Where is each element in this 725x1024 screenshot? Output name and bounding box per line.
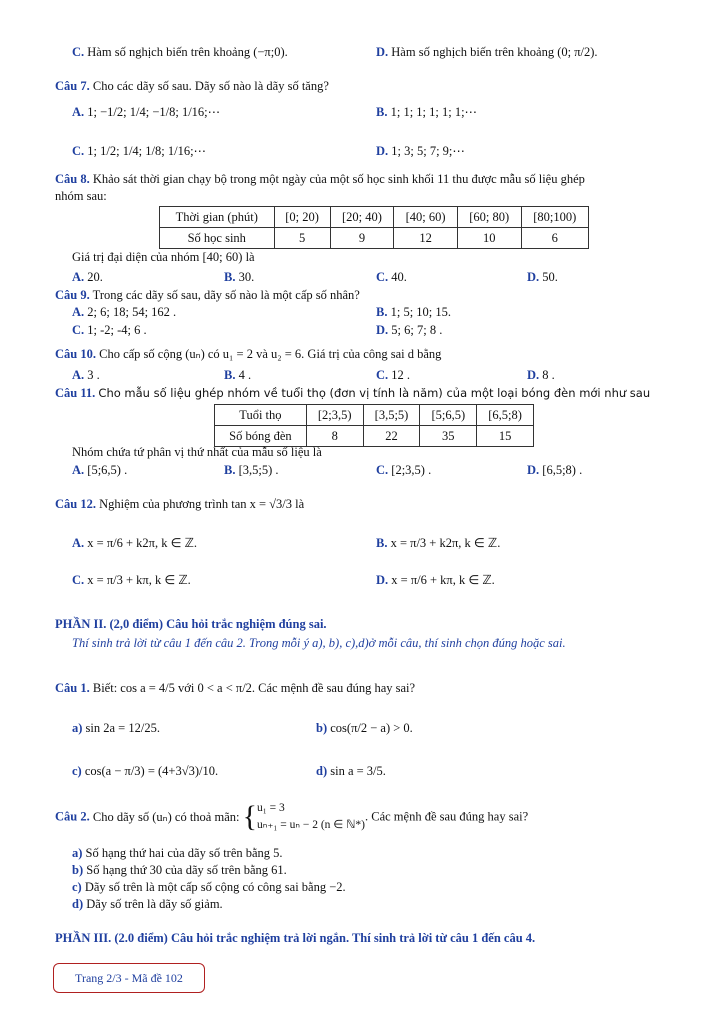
- q10-option-d: D. 8 .: [527, 368, 555, 382]
- table-row: [160, 207, 589, 228]
- p2q1-c: c) cos(a − π/3) = (4+3√3)/10.: [72, 764, 219, 778]
- q10-option-a: A. 3 .: [72, 368, 100, 382]
- part2-instructions: Thí sinh trả lời từ câu 1 đến câu 2. Trong mỗi ý a), b), c),d)ở mỗi câu, thí sinh chọn đúng hoặc sai.: [72, 636, 566, 650]
- q12-stem: Câu 12. Nghiệm của phương trình tan x = √3/3 là: [55, 497, 305, 511]
- table-row: [160, 228, 589, 249]
- table-cell: [40; 60): [394, 207, 458, 228]
- q8-question: Giá trị đại diện của nhóm [40; 60) là: [72, 250, 255, 264]
- brace: {: [242, 800, 258, 833]
- q6-option-c: C. Hàm số nghịch biến trên khoảng (−π;0).: [72, 45, 288, 59]
- table-cell: 35: [420, 426, 477, 447]
- p2q2-d: d) Dãy số trên là dãy số giảm.: [72, 897, 223, 911]
- table-cell: 8: [306, 426, 363, 447]
- q12-option-d: D. x = π/6 + kπ, k ∈ ℤ.: [376, 573, 495, 587]
- q7-option-d: D. 1; 3; 5; 7; 9;⋯: [376, 144, 465, 158]
- table-cell: 5: [274, 228, 330, 249]
- page-footer: Trang 2/3 - Mã đề 102: [53, 963, 205, 993]
- table-cell: 15: [477, 426, 534, 447]
- p2q1-d: d) sin a = 3/5.: [316, 764, 386, 778]
- p2q2-c: c) Dãy số trên là một cấp số cộng có công sai bằng −2.: [72, 880, 346, 894]
- q7-stem: Câu 7. Cho các dãy số sau. Dãy số nào là dãy số tăng?: [55, 79, 329, 93]
- part2-title: PHẦN II. (2,0 điểm) Câu hỏi trắc nghiệm đúng sai.: [55, 617, 327, 631]
- q8-stem: Câu 8. Khảo sát thời gian chạy bộ trong một ngày của một số học sinh khối 11 thu được mẫu số liệu ghép: [55, 172, 585, 186]
- p2q1-stem: Câu 1. Biết: cos a = 4/5 với 0 < a < π/2. Các mệnh đề sau đúng hay sai?: [55, 681, 416, 695]
- q11-option-c: C. [2;3,5) .: [376, 463, 432, 477]
- table-cell: [80;100): [521, 207, 588, 228]
- p2q2-stem: Câu 2. Cho dãy số (uₙ) có thoả mãn: { u₁ = 3 uₙ₊₁ = uₙ − 2 (n ∈ ℕ*) . Các mệnh đề sau đúng hay sai?: [55, 800, 529, 833]
- recurrence-system: u₁ = 3 uₙ₊₁ = uₙ − 2 (n ∈ ℕ*): [257, 802, 365, 831]
- p2q2-a: a) Số hạng thứ hai của dãy số trên bằng 5.: [72, 846, 283, 860]
- table-cell: 22: [363, 426, 420, 447]
- q10-option-c: C. 12 .: [376, 368, 411, 382]
- p2q1-a: a) sin 2a = 12/25.: [72, 721, 160, 735]
- q12-option-c: C. x = π/3 + kπ, k ∈ ℤ.: [72, 573, 191, 587]
- table-cell: 6: [521, 228, 588, 249]
- table-cell: [6,5;8): [477, 405, 534, 426]
- part3-title: PHẦN III. (2.0 điểm) Câu hỏi trắc nghiệm trả lời ngắn. Thí sinh trả lời từ câu 1 đến câu 4.: [55, 931, 536, 945]
- q10-option-b: B. 4 .: [224, 368, 252, 382]
- q8-option-b: B. 30.: [224, 270, 255, 284]
- table-cell: [5;6,5): [420, 405, 477, 426]
- table-row: [215, 426, 534, 447]
- q11-option-b: B. [3,5;5) .: [224, 463, 279, 477]
- q9-option-c: C. 1; -2; -4; 6 .: [72, 323, 147, 337]
- table-cell: [0; 20): [274, 207, 330, 228]
- q11-option-a: A. [5;6,5) .: [72, 463, 128, 477]
- q11-stem: Câu 11. Cho mẫu số liệu ghép nhóm về tuổi thọ (đơn vị tính là năm) của một loại bóng đèn mới như sau: [55, 386, 651, 400]
- q11-question: Nhóm chứa tứ phân vị thứ nhất của mẫu số liệu là: [72, 445, 322, 459]
- table-cell: 12: [394, 228, 458, 249]
- q8-option-c: C. 40.: [376, 270, 407, 284]
- q6-option-d: D. Hàm số nghịch biến trên khoảng (0; π/2).: [376, 45, 598, 59]
- table-cell: Số học sinh: [160, 228, 275, 249]
- table-cell: [3,5;5): [363, 405, 420, 426]
- q10-stem: Câu 10. Cho cấp số cộng (uₙ) có u₁ = 2 và u₂ = 6. Giá trị của công sai d bằng: [55, 347, 442, 361]
- q11-option-d: D. [6,5;8) .: [527, 463, 583, 477]
- q9-option-d: D. 5; 6; 7; 8 .: [376, 323, 443, 337]
- table-cell: [20; 40): [330, 207, 394, 228]
- q7-option-a: A. 1; −1/2; 1/4; −1/8; 1/16;⋯: [72, 105, 221, 119]
- q9-option-a: A. 2; 6; 18; 54; 162 .: [72, 305, 177, 319]
- table-cell: [60; 80): [457, 207, 521, 228]
- table-cell: Tuổi thọ: [215, 405, 307, 426]
- q9-option-b: B. 1; 5; 10; 15.: [376, 305, 452, 319]
- q7-option-b: B. 1; 1; 1; 1; 1; 1;⋯: [376, 105, 478, 119]
- q11-table: [214, 404, 534, 447]
- p2q2-b: b) Số hạng thứ 30 của dãy số trên bằng 61.: [72, 863, 287, 877]
- table-cell: 10: [457, 228, 521, 249]
- q8-stem-cont: nhóm sau:: [55, 189, 107, 203]
- table-row: [215, 405, 534, 426]
- q8-option-a: A. 20.: [72, 270, 103, 284]
- q12-option-a: A. x = π/6 + k2π, k ∈ ℤ.: [72, 536, 198, 550]
- q8-table: [159, 206, 589, 249]
- q7-option-c: C. 1; 1/2; 1/4; 1/8; 1/16;⋯: [72, 144, 207, 158]
- q8-option-d: D. 50.: [527, 270, 558, 284]
- table-cell: Thời gian (phút): [160, 207, 275, 228]
- p2q1-b: b) cos(π/2 − a) > 0.: [316, 721, 413, 735]
- q9-stem: Câu 9. Trong các dãy số sau, dãy số nào là một cấp số nhân?: [55, 288, 360, 302]
- table-cell: Số bóng đèn: [215, 426, 307, 447]
- table-cell: 9: [330, 228, 394, 249]
- table-cell: [2;3,5): [306, 405, 363, 426]
- q12-option-b: B. x = π/3 + k2π, k ∈ ℤ.: [376, 536, 501, 550]
